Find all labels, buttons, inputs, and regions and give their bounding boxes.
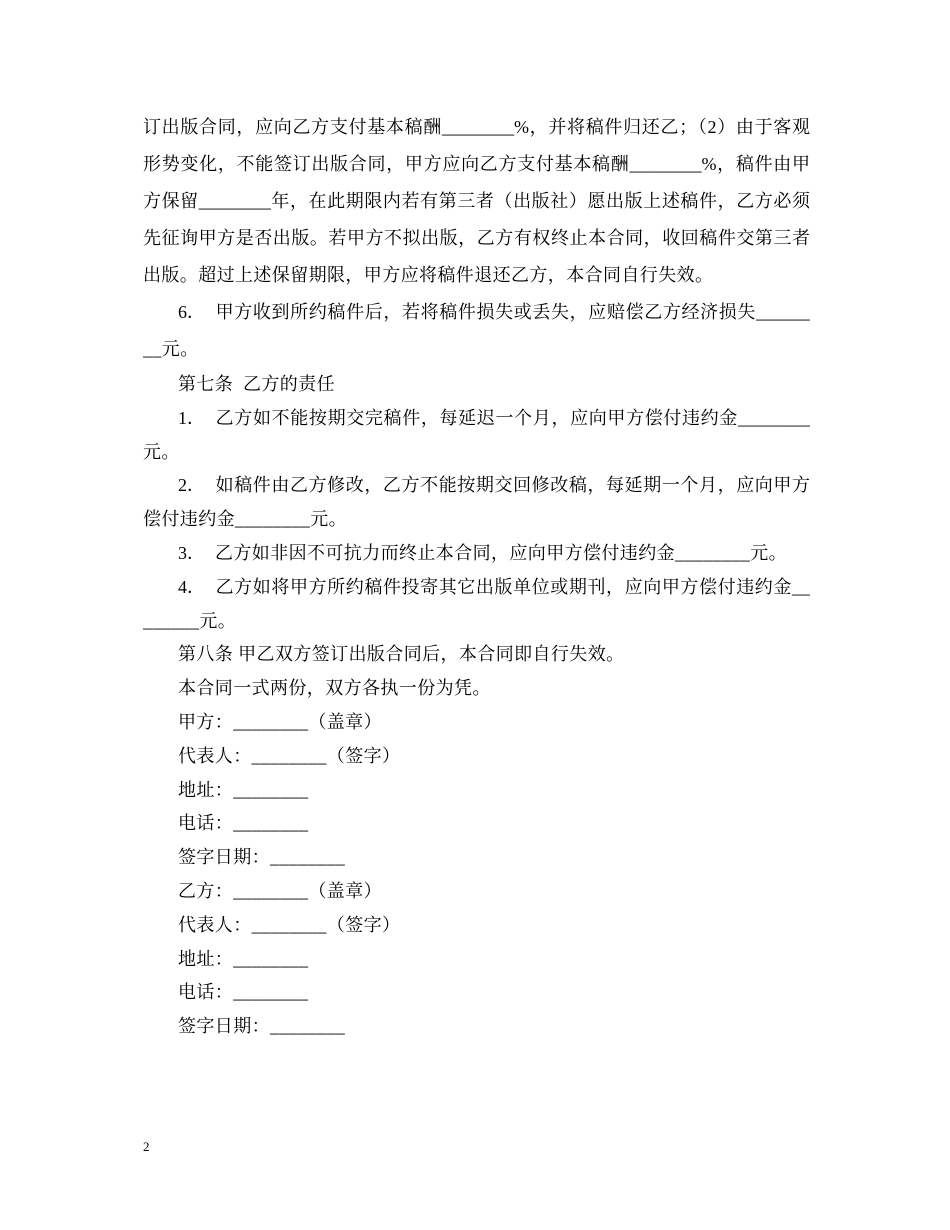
item-text: 乙方如不能按期交完稿件，每延迟一个月，应向甲方偿付违约金________ (215, 407, 810, 428)
page-number: 2 (143, 1139, 150, 1154)
article-7-item-4-line: ______元。 (143, 610, 237, 631)
contract-body-bottom (143, 368, 810, 1044)
article-7-item-2-line (143, 469, 810, 503)
item-text: 如稿件由乙方修改，乙方不能按期交回修改稿，每延期一个月，应向甲方 (215, 475, 810, 496)
article-7-item-1-line: 元。 (143, 441, 180, 462)
article-8: 第八条 甲乙双方签订出版合同后，本合同即自行失效。 (178, 644, 625, 665)
contract-body-top (143, 109, 810, 368)
party-a-signature-line: 甲方：________（盖章） (178, 711, 382, 732)
party-a-date-line: 签字日期：________ (178, 847, 346, 868)
clause-6-line: __元。 (143, 339, 199, 359)
party-a-address-line: 地址：________ (178, 779, 309, 800)
party-a-representative-line: 代表人：________（签字） (178, 745, 401, 766)
article-7-item-3-line (143, 537, 810, 571)
item-number: 1． (178, 407, 205, 428)
paragraph-line: 方保留________年，在此期限内若有第三者（出版社）愿出版上述稿件，乙方必须 (143, 191, 810, 211)
item-number: 3． (178, 542, 205, 563)
paragraph-line: 订出版合同，应向乙方支付基本稿酬________%，并将稿件归还乙；（2）由于客观 (143, 117, 810, 137)
clause-text: 甲方收到所约稿件后，若将稿件损失或丢失，应赔偿乙方经济损失______ (215, 302, 810, 322)
party-b-signature-line: 乙方：________（盖章） (178, 880, 382, 901)
item-number: 2． (178, 475, 205, 496)
item-text: 乙方如非因不可抗力而终止本合同，应向甲方偿付违约金________元。 (215, 542, 787, 563)
paragraph-line: 形势变化，不能签订出版合同，甲方应向乙方支付基本稿酬________%，稿件由甲 (143, 154, 810, 174)
paragraph-line: 先征询甲方是否出版。若甲方不拟出版，乙方有权终止本合同，收回稿件交第三者 (143, 228, 810, 248)
copies-note: 本合同一式两份，双方各执一份为凭。 (178, 678, 491, 699)
article-7-heading: 第七条 乙方的责任 (178, 374, 335, 394)
paragraph-line: 出版。超过上述保留期限，甲方应将稿件退还乙方，本合同自行失效。 (143, 265, 714, 285)
clause-6-line (143, 294, 810, 331)
article-7-item-2-line: 偿付违约金________元。 (143, 509, 347, 530)
party-a-phone-line: 电话：________ (178, 813, 309, 834)
party-b-phone-line: 电话：________ (178, 982, 309, 1003)
party-b-representative-line: 代表人：________（签字） (178, 914, 401, 935)
party-b-date-line: 签字日期：________ (178, 1016, 346, 1037)
article-7-item-4-line (143, 571, 810, 605)
party-b-address-line: 地址：________ (178, 948, 309, 969)
article-7-item-1-line (143, 402, 810, 436)
item-text: 乙方如将甲方所约稿件投寄其它出版单位或期刊，应向甲方偿付违约金__ (215, 576, 810, 597)
item-number: 4． (178, 576, 205, 597)
clause-number: 6． (178, 302, 205, 322)
